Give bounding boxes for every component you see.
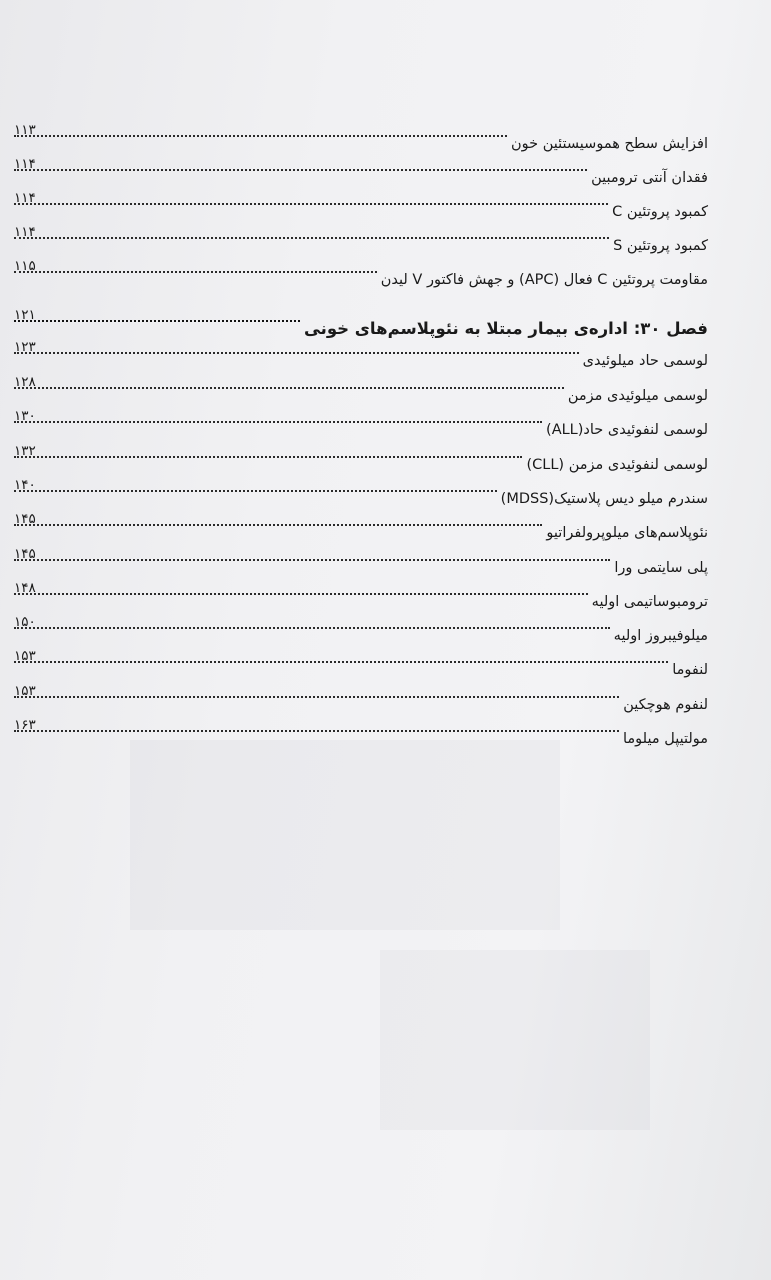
toc-entry-title: سندرم میلو دیس پلاستیک(MDSS) <box>500 491 708 507</box>
toc-entry-page: ۱۳۲ <box>14 443 36 459</box>
toc-entry[interactable] <box>14 611 708 645</box>
toc-entry-page: ۱۴۰ <box>14 477 36 493</box>
toc-entry-page: ۱۴۵ <box>14 546 36 562</box>
toc-entry-title: مقاومت پروتئین C فعال (APC) و جهش فاکتور V لیدن <box>380 272 708 288</box>
dot-leader <box>14 645 668 679</box>
dot-leader <box>14 119 507 153</box>
dot-leader <box>14 440 522 474</box>
toc-entry[interactable] <box>14 255 708 289</box>
toc-entry-page: ۱۴۵ <box>14 511 36 527</box>
toc-entry[interactable] <box>14 336 708 370</box>
toc-entry[interactable] <box>14 440 708 474</box>
toc-entry[interactable] <box>14 645 708 679</box>
toc-entry-page: ۱۵۳ <box>14 683 36 699</box>
dot-leader <box>14 255 377 289</box>
toc-entry[interactable] <box>14 187 708 221</box>
toc-entry-title: میلوفیبروز اولیه <box>613 628 708 644</box>
toc-entry-page: ۱۱۴ <box>14 224 36 240</box>
toc-entry-page: ۱۱۴ <box>14 190 36 206</box>
dot-leader <box>14 543 610 577</box>
toc-chapter-heading[interactable] <box>14 304 708 338</box>
toc-entry[interactable] <box>14 119 708 153</box>
dot-leader <box>14 153 587 187</box>
toc-entry-page: ۱۱۴ <box>14 156 36 172</box>
chapter-page: ۱۲۱ <box>14 307 36 323</box>
toc-entry[interactable] <box>14 153 708 187</box>
toc-entry-title: لوسمی لنفوئیدی حاد(ALL) <box>546 422 708 438</box>
toc-entry-page: ۱۲۸ <box>14 374 36 390</box>
toc-entry-page: ۱۱۵ <box>14 258 36 274</box>
dot-leader <box>14 611 610 645</box>
dot-leader <box>14 405 542 439</box>
toc-entry[interactable] <box>14 221 708 255</box>
dot-leader <box>14 508 542 542</box>
bleed-through-shadow <box>130 740 560 930</box>
toc-entry-page: ۱۲۳ <box>14 339 36 355</box>
toc-entry-title: لوسمی میلوئیدی مزمن <box>567 388 708 404</box>
toc-entry-title: پلی سایتمی ورا <box>614 560 708 576</box>
dot-leader <box>14 304 300 338</box>
toc-entry-title: کمبود پروتئین C <box>612 204 708 220</box>
toc-entry[interactable] <box>14 680 708 714</box>
toc-entry-title: لوسمی حاد میلوئیدی <box>582 353 708 369</box>
toc-entry[interactable] <box>14 405 708 439</box>
toc-entry[interactable] <box>14 577 708 611</box>
toc-entry-title: نئوپلاسم‌های میلوپرولفراتیو <box>546 525 708 541</box>
dot-leader <box>14 187 608 221</box>
toc-entry-page: ۱۱۳ <box>14 122 36 138</box>
toc-entry-title: لنفوم هوچکین <box>623 697 708 713</box>
toc-entry-page: ۱۴۸ <box>14 580 36 596</box>
dot-leader <box>14 577 588 611</box>
dot-leader <box>14 714 619 748</box>
toc-entry[interactable] <box>14 474 708 508</box>
dot-leader <box>14 221 609 255</box>
dot-leader <box>14 336 579 370</box>
toc-entry[interactable] <box>14 714 708 748</box>
bleed-through-shadow <box>380 950 650 1130</box>
dot-leader <box>14 474 497 508</box>
toc-entry-page: ۱۵۰ <box>14 614 36 630</box>
toc-entry-title: لنفوما <box>672 662 708 678</box>
toc-entry-title: افزایش سطح هموسیستئین خون <box>511 136 708 152</box>
dot-leader <box>14 371 564 405</box>
toc-entry[interactable] <box>14 508 708 542</box>
toc-entry-page: ۱۶۳ <box>14 717 36 733</box>
toc-entry-page: ۱۳۰ <box>14 408 36 424</box>
toc-entry-title: مولتیپل میلوما <box>622 731 708 747</box>
chapter-title: فصل ۳۰: اداره‌ی بیمار مبتلا به نئوپلاسم‌های خونی <box>303 319 708 338</box>
toc-entry[interactable] <box>14 543 708 577</box>
toc-entry-title: لوسمی لنفوئیدی مزمن (CLL) <box>526 457 708 473</box>
toc-entry[interactable] <box>14 371 708 405</box>
dot-leader <box>14 680 619 714</box>
toc-entry-title: فقدان آنتی ترومبین <box>591 170 708 186</box>
toc-entry-title: کمبود پروتئین S <box>613 238 708 254</box>
toc-entry-title: ترومبوساتیمی اولیه <box>591 594 708 610</box>
toc-entry-page: ۱۵۳ <box>14 648 36 664</box>
